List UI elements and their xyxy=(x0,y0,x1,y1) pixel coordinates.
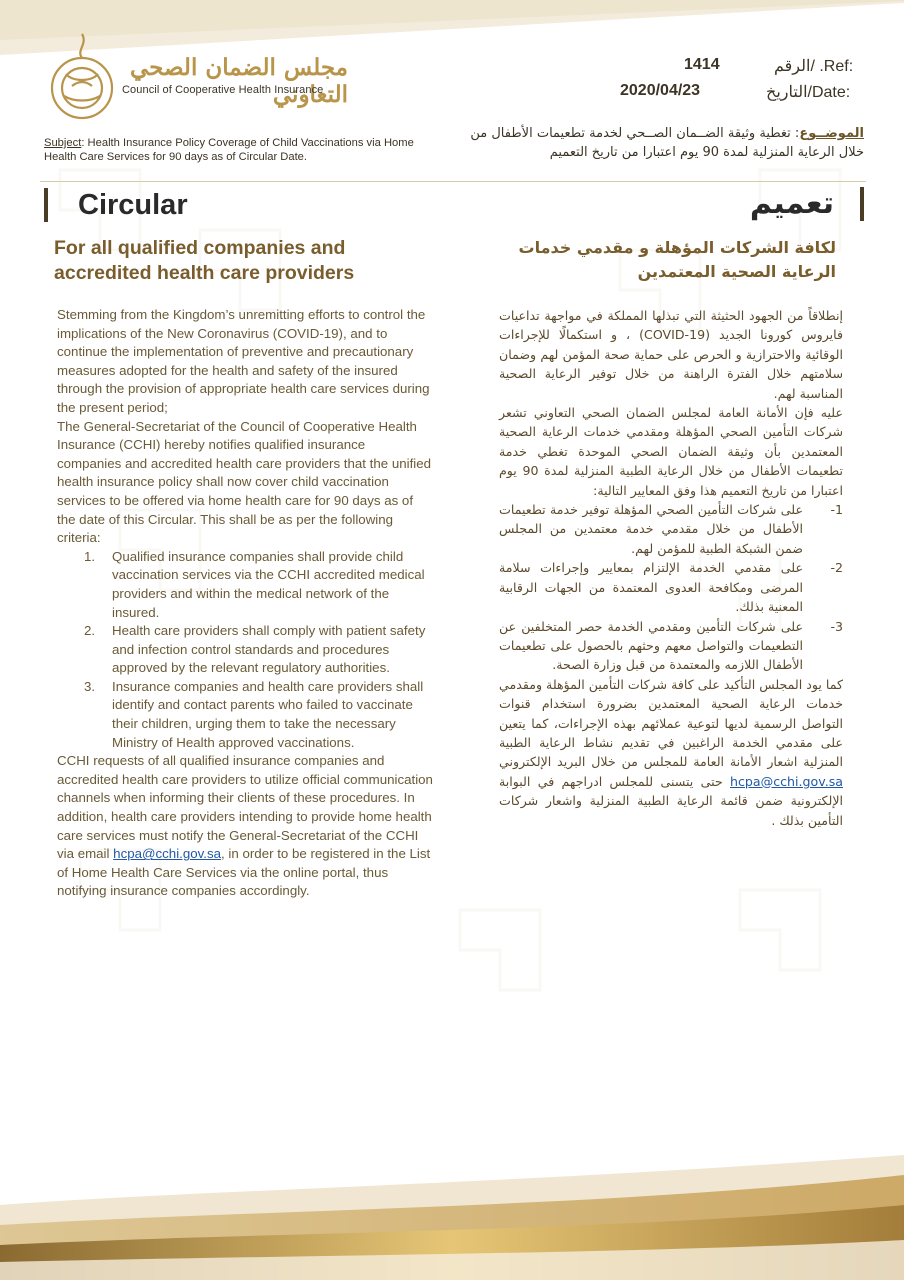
subject-ar-text: : تغطية وثيقة الضــمان الصــحي لخدمة تطعيمات الأطفال من خلال الرعاية المنزلية لمدة 90 يوم اعتبارا من تاريخ التعميم xyxy=(470,126,864,160)
criteria-list-en xyxy=(57,548,433,753)
ref-label: الرقم/ .Ref: xyxy=(774,58,854,75)
subject-ar xyxy=(464,124,864,162)
list-item-number: -2 xyxy=(830,560,843,576)
list-item-number: -1 xyxy=(830,502,843,518)
para2-en: The General-Secretariat of the Council of Cooperative Health Insurance (CCHI) hereby notifies qualified insurance companies and accredited health care providers that the unified health insurance policy shall now cover child vaccination services to be offered via home health care for 90 days as of the date of this Circular. This shall be as per the following criteria: xyxy=(57,418,432,546)
header-divider xyxy=(40,181,866,182)
subject-en-text: : Health Insurance Policy Coverage of Child Vaccinations via Home Health Care Services for 90 days as of Circular Date. xyxy=(44,137,414,163)
list-item xyxy=(499,500,843,558)
list-item-text: على مقدمي الخدمة الإلتزام بمعايير وإجراءات سلامة المرضى ومكافحة العدوى المعتمدة من الجهات الرقابية المعنية بذلك. xyxy=(499,560,803,615)
calligraphy-emblem-icon xyxy=(42,30,122,130)
body-ar xyxy=(499,306,843,830)
bottom-decorative-waves xyxy=(0,1150,904,1280)
list-item xyxy=(499,617,843,675)
subject-en-label: Subject xyxy=(44,137,82,149)
list-item-text: على شركات التأمين الصحي المؤهلة توفير خدمة تطعيمات الأطفال من خلال مقدمي خدمة معتمدين من المجلس ضمن الشبكة الطبية للمؤمن لهم. xyxy=(499,502,803,556)
subject-ar-label: الموضــوع xyxy=(799,126,864,141)
para3-ar: كما يود المجلس التأكيد على كافة شركات التأمين المؤهلة ومقدمي خدمات الرعاية الصحية المعتمدين بضرورة استخدام قنوات التواصل الرسمية لديها لتوعية عملائهم بهذه الإجراءات، كما يتعين على مقدمي الخدمة الراغبين في تقديم نشاط الرعاية الطبية المنزلية اشعار الأمانة العامة للمجلس من خلال البريد الإلكتروني hcpa@cchi.gov.sa حتى يتسنى للمجلس ادراجهم في البوابة الإلكترونية ضمن قائمة الرعاية الطبية المنزلية واشعار شركات التأمين بذلك . xyxy=(499,676,843,828)
date-label: التاريخ/Date: xyxy=(766,84,851,101)
list-item-text: Insurance companies and health care providers shall identify and contact parents who failed to vaccinate their children, urging them to take the necessary Ministry of Health approved vaccinations. xyxy=(112,678,424,750)
email-link-ar[interactable]: hcpa@cchi.gov.sa xyxy=(730,773,843,789)
list-item-number: 3. xyxy=(84,678,96,694)
list-item-text: Qualified insurance companies shall provide child vaccination services via the CCHI accredited medical providers and within the medical network of the insured. xyxy=(112,548,425,620)
circular-title-en: Circular xyxy=(44,186,188,224)
logo-name-en: Council of Cooperative Health Insurance xyxy=(122,84,324,96)
list-item-text: على شركات التأمين ومقدمي الخدمة حصر المتخلفين عن التطعيمات والتواصل معهم وحثهم بالحصول على تطعيمات الأطفال اللازمه والمعتمدة من قبل وزارة الصحة. xyxy=(499,618,803,673)
list-item-text: Health care providers shall comply with patient safety and infection control standards and procedures approved by the relevant regulatory authorities. xyxy=(112,623,426,676)
list-item-number: 2. xyxy=(84,623,96,639)
list-item xyxy=(57,548,433,622)
list-item-number: 1. xyxy=(84,548,96,564)
audience-en: For all qualified companies and accredited health care providers xyxy=(54,237,355,284)
email-link-en[interactable]: hcpa@cchi.gov.sa xyxy=(113,846,222,862)
list-item xyxy=(57,622,433,678)
para3-en: CCHI requests of all qualified insurance companies and accredited health care providers to utilize official communication channels when informing their clients of these procedures. In addition, health care providers intending to provide home health care services must notify the General-Secretariat of the CCHI via email hcpa@cchi.gov.sa, in order to be registered in the List of Home Health Care Services via the online portal, thus notifying insurance companies accordingly. xyxy=(57,753,433,899)
para2-ar: عليه فإن الأمانة العامة لمجلس الضمان الصحي التعاوني تشعر شركات التأمين الصحي المؤهلة ومقدمي خدمات الرعاية الصحية المعتمدين بأن وثيقة الضمان الصحي الموحدة تغطي خدمة تطعيمات الأطفال من خلال الرعاية الطبية المنزلية لمدة 90 يوم اعتبارا من تاريخ التعميم هذا وفق المعايير التالية: xyxy=(499,405,843,498)
ref-number: 1414 xyxy=(684,56,720,73)
para1-ar: إنطلاقاً من الجهود الحثيثة التي تبذلها المملكة في مواجهة تداعيات فايروس كورونا الجديد (COVID-19) ، و استكمالًا للإجراءات الوقائية والاحترازية و الحرص على حماية صحة المؤمن لهم وضمان سلامتهم خلال الفترة الراهنة من خلال توفير الرعاية الصحية المناسبة لهم. xyxy=(499,308,843,401)
list-item xyxy=(499,558,843,616)
list-item-number: -3 xyxy=(830,618,843,634)
list-item xyxy=(57,678,433,752)
audience-ar: لكافة الشركات المؤهلة و مقدمي خدمات الرعاية الصحية المعتمدين xyxy=(518,238,836,281)
logo-title-ar: مجلس الضمان الصحي التعاوني xyxy=(129,54,348,108)
circular-title-ar: تعميم xyxy=(750,183,864,225)
subject-en xyxy=(44,136,414,164)
para1-en: Stemming from the Kingdom’s unremitting efforts to control the implications of the New Coronavirus (COVID-19), and to continue the implementation of preventive and precautionary measures adopted for the health and safety of the insured through the provision of appropriate health care services during the present period; xyxy=(57,307,430,415)
body-en xyxy=(57,306,433,901)
date-value: 2020/04/23 xyxy=(620,82,701,99)
